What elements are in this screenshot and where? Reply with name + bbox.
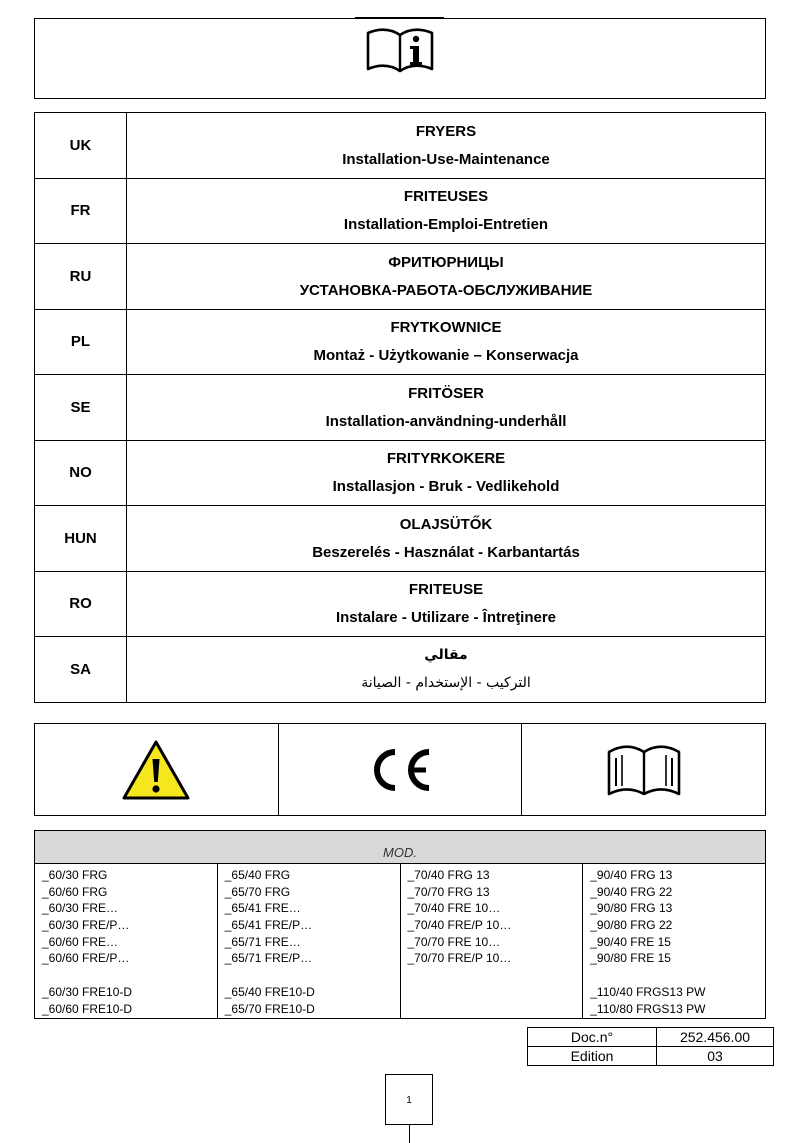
edition-label: Edition bbox=[528, 1047, 657, 1066]
model-item: _65/40 FRE10-D bbox=[224, 984, 315, 999]
product-title: FRYTKOWNICE bbox=[390, 319, 502, 337]
model-item bbox=[225, 967, 400, 984]
language-code: RU bbox=[35, 244, 127, 310]
model-item: _60/30 FRE/P… bbox=[42, 918, 130, 933]
language-row bbox=[35, 178, 766, 244]
models-columns bbox=[35, 864, 765, 1018]
product-subtitle: Beszerelés - Használat - Karbantartás bbox=[312, 543, 580, 561]
product-title: FRYERS bbox=[415, 122, 477, 140]
language-code: FR bbox=[35, 178, 127, 244]
product-title: FRITYRKOKERE bbox=[386, 450, 506, 468]
ce-cell bbox=[278, 724, 522, 815]
product-subtitle: Installation-Use-Maintenance bbox=[342, 150, 550, 168]
models-column bbox=[582, 864, 765, 1018]
model-item: _60/60 FRE/P… bbox=[42, 951, 130, 966]
language-row bbox=[35, 375, 766, 441]
language-row bbox=[35, 244, 766, 310]
model-item: _90/40 FRG 13 bbox=[590, 868, 673, 882]
document-info-table bbox=[527, 1027, 774, 1066]
model-item bbox=[408, 984, 583, 1001]
model-item: _60/30 FRG bbox=[42, 868, 108, 882]
language-code: NO bbox=[35, 440, 127, 506]
models-column bbox=[217, 864, 400, 1018]
language-title-cell bbox=[127, 178, 766, 244]
model-item: _60/60 FRE… bbox=[42, 934, 119, 949]
language-code: RO bbox=[35, 571, 127, 637]
model-item: _70/40 FRE/P 10… bbox=[407, 918, 512, 933]
product-title: FRITEUSES bbox=[403, 188, 489, 206]
product-subtitle: Installasjon - Bruk - Vedlikehold bbox=[332, 478, 560, 496]
language-title-cell bbox=[127, 309, 766, 375]
model-item: _110/40 FRGS13 PW bbox=[590, 984, 706, 999]
model-item bbox=[408, 967, 583, 984]
product-subtitle: Montaż - Użytkowanie – Konserwacja bbox=[313, 347, 579, 365]
language-code: UK bbox=[35, 113, 127, 179]
page-number: 1 bbox=[385, 1074, 433, 1125]
header-top-rule bbox=[355, 17, 444, 19]
model-item: _110/80 FRGS13 PW bbox=[590, 1001, 706, 1016]
model-item: _70/70 FRE/P 10… bbox=[407, 951, 512, 966]
ce-mark-icon bbox=[365, 745, 435, 795]
model-item: _60/60 FRE10-D bbox=[42, 1001, 133, 1016]
model-item: _70/70 FRG 13 bbox=[407, 884, 490, 899]
models-column bbox=[35, 864, 217, 1018]
product-title: FRITEUSE bbox=[408, 581, 484, 599]
symbols-row bbox=[34, 723, 766, 816]
model-item: _90/40 FRE 15 bbox=[590, 934, 671, 949]
doc-number-value: 252.456.00 bbox=[657, 1028, 774, 1047]
product-subtitle: УСТАНОВКА-РАБОТА-ОБСЛУЖИВАНИЕ bbox=[299, 281, 593, 299]
model-item: _90/40 FRG 22 bbox=[590, 884, 673, 899]
language-title-cell bbox=[127, 571, 766, 637]
manual-cell bbox=[521, 724, 765, 815]
language-code: HUN bbox=[35, 506, 127, 572]
product-title: ФРИТЮРНИЦЫ bbox=[388, 253, 504, 271]
doc-number-label: Doc.n° bbox=[528, 1028, 657, 1047]
product-title: OLAJSÜTŐK bbox=[399, 515, 493, 533]
model-item: _65/41 FRE… bbox=[224, 901, 301, 916]
model-item bbox=[590, 967, 765, 984]
model-item: _65/40 FRG bbox=[224, 868, 291, 882]
warning-triangle-icon bbox=[121, 739, 191, 801]
language-code: PL bbox=[35, 309, 127, 375]
language-title-cell bbox=[127, 375, 766, 441]
product-subtitle: التركيب - الإستخدام - الصيانة bbox=[361, 674, 531, 691]
language-row bbox=[35, 637, 766, 703]
model-item: _60/30 FRE… bbox=[42, 901, 119, 916]
model-item bbox=[42, 967, 217, 984]
language-row bbox=[35, 113, 766, 179]
product-subtitle: Instalare - Utilizare - Întreţinere bbox=[335, 609, 557, 627]
model-item: _60/30 FRE10-D bbox=[42, 984, 133, 999]
language-title-cell bbox=[127, 113, 766, 179]
models-table bbox=[34, 830, 766, 1019]
language-row bbox=[35, 440, 766, 506]
language-row bbox=[35, 571, 766, 637]
model-item: _60/60 FRG bbox=[42, 884, 108, 899]
edition-value: 03 bbox=[657, 1047, 774, 1066]
language-code: SA bbox=[35, 637, 127, 703]
open-book-icon bbox=[606, 742, 682, 798]
model-item: _65/71 FRE… bbox=[224, 934, 301, 949]
model-item: _65/71 FRE/P… bbox=[224, 951, 313, 966]
language-row bbox=[35, 309, 766, 375]
language-row bbox=[35, 506, 766, 572]
model-item: _90/80 FRG 22 bbox=[590, 918, 673, 933]
model-item: _70/40 FRG 13 bbox=[407, 868, 490, 882]
model-item: _90/80 FRE 15 bbox=[590, 951, 671, 966]
models-header: MOD. bbox=[35, 831, 765, 864]
product-title: FRITÖSER bbox=[408, 384, 484, 402]
model-item: _70/40 FRE 10… bbox=[407, 901, 501, 916]
warning-cell bbox=[35, 724, 278, 815]
language-code: SE bbox=[35, 375, 127, 441]
models-column bbox=[400, 864, 583, 1018]
model-item: _70/70 FRE 10… bbox=[407, 934, 501, 949]
language-titles-table bbox=[34, 112, 766, 703]
model-item: _65/70 FRG bbox=[224, 884, 291, 899]
language-title-cell bbox=[127, 506, 766, 572]
model-item: _65/70 FRE10-D bbox=[224, 1001, 315, 1016]
language-title-cell bbox=[127, 440, 766, 506]
product-title: مقالي bbox=[424, 646, 468, 663]
page-number-rule bbox=[409, 1125, 410, 1143]
language-title-cell bbox=[127, 637, 766, 703]
product-subtitle: Installation-användning-underhåll bbox=[325, 412, 567, 430]
product-subtitle: Installation-Emploi-Entretien bbox=[343, 216, 549, 234]
model-item: _90/80 FRG 13 bbox=[590, 901, 673, 916]
model-item: _65/41 FRE/P… bbox=[224, 918, 313, 933]
model-item bbox=[408, 1001, 583, 1018]
manual-info-icon bbox=[364, 25, 436, 75]
language-title-cell bbox=[127, 244, 766, 310]
